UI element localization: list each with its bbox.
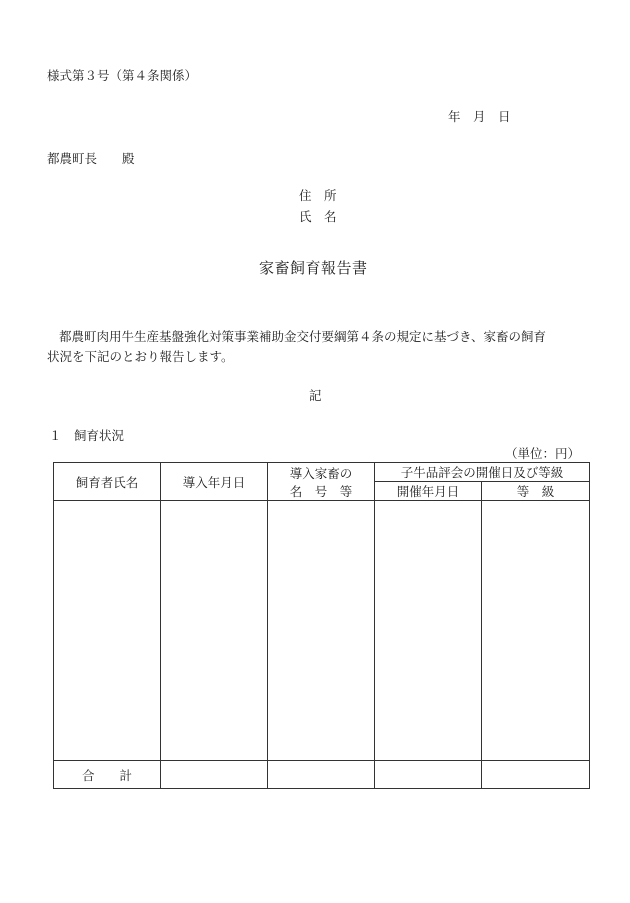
breeding-status-table — [53, 462, 590, 789]
header-evaluation-group: 子牛品評会の開催日及び等級 — [375, 463, 590, 482]
total-grade[interactable] — [482, 761, 590, 789]
header-cattle-name-line2: 名 号 等 — [289, 483, 353, 499]
total-label: 合 計 — [54, 761, 161, 789]
cell-evaluation-date[interactable] — [375, 501, 482, 761]
total-evaluation-date[interactable] — [375, 761, 482, 789]
addressee: 都農町長 殿 — [47, 151, 135, 166]
section-heading: １ 飼育状況 — [49, 428, 125, 443]
total-intro-date[interactable] — [161, 761, 268, 789]
cell-cattle-name[interactable] — [268, 501, 375, 761]
header-cattle-name — [268, 463, 375, 501]
header-intro-date: 導入年月日 — [161, 463, 268, 501]
table-body-row — [54, 501, 590, 761]
cell-intro-date[interactable] — [161, 501, 268, 761]
cell-grade[interactable] — [482, 501, 590, 761]
header-evaluation-date: 開催年月日 — [375, 482, 482, 501]
address-label: 住 所 — [299, 188, 337, 203]
date-line: 年 月 日 — [448, 109, 511, 124]
header-grade: 等 級 — [482, 482, 590, 501]
header-owner-name: 飼育者氏名 — [54, 463, 161, 501]
document-title: 家畜飼育報告書 — [259, 259, 368, 277]
header-cattle-name-line1: 導入家畜の — [289, 465, 353, 481]
form-number: 様式第３号（第４条関係） — [47, 68, 198, 83]
body-text-line1: 都農町肉用牛生産基盤強化対策事業補助金交付要綱第４条の規定に基づき、家畜の飼育 — [59, 329, 547, 344]
ki-heading: 記 — [309, 388, 322, 403]
table-total-row — [54, 761, 590, 789]
total-cattle-name[interactable] — [268, 761, 375, 789]
cell-owner-name[interactable] — [54, 501, 161, 761]
unit-label: （単位：円） — [505, 446, 581, 461]
table-header-row — [54, 463, 590, 482]
body-text-line2: 状況を下記のとおり報告します。 — [47, 349, 234, 364]
name-label: 氏 名 — [299, 209, 337, 224]
